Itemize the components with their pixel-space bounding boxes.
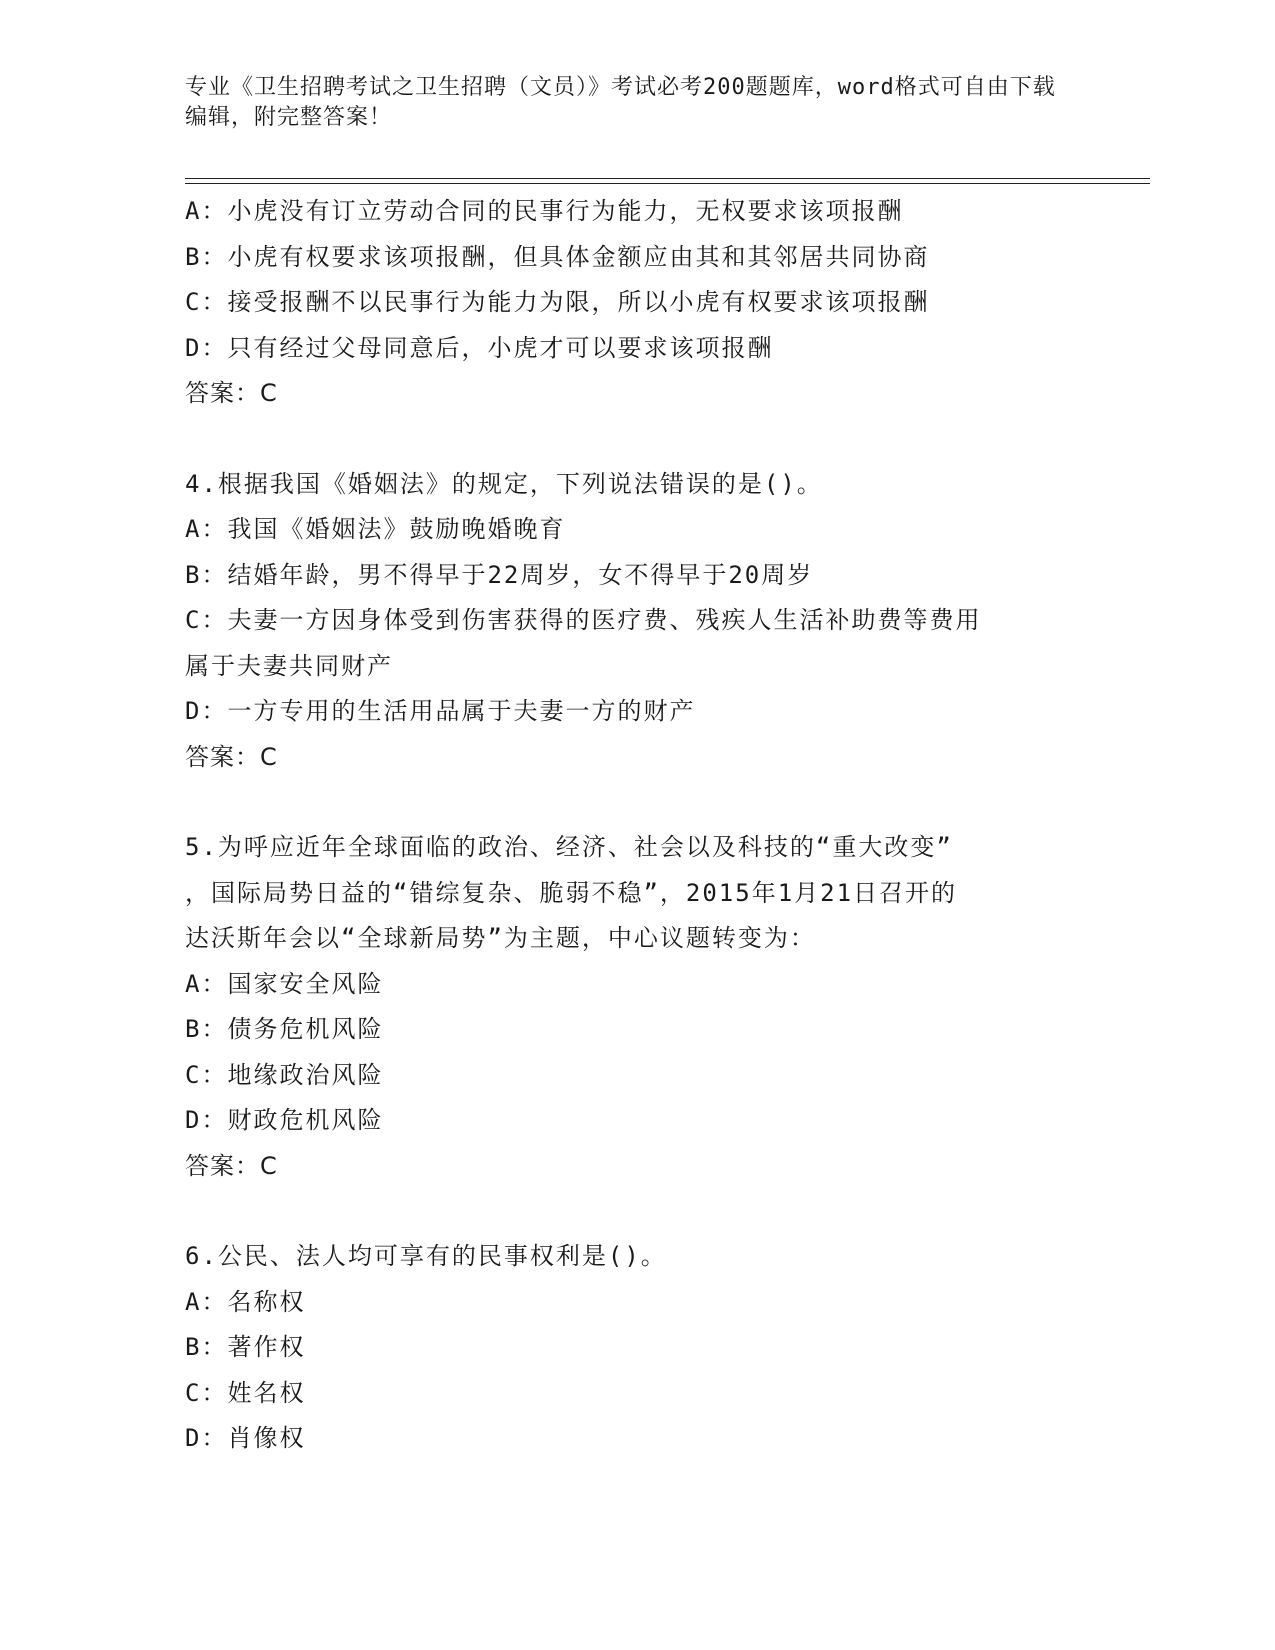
option-c-continued: 属于夫妻共同财产 — [185, 651, 393, 680]
question-text-line-3: 达沃斯年会以“全球新局势”为主题，中心议题转变为： — [185, 924, 816, 952]
question-list — [185, 189, 1085, 1462]
question-3 — [185, 189, 1085, 417]
question-4 — [185, 462, 1085, 781]
option-d: D：一方专用的生活用品属于夫妻一方的财产 — [185, 697, 696, 725]
option-a: A：名称权 — [185, 1287, 306, 1316]
answer: 答案：C — [185, 1151, 278, 1180]
question-text: 4.根据我国《婚姻法》的规定，下列说法错误的是()。 — [185, 469, 823, 498]
option-a: A：国家安全风险 — [185, 969, 384, 998]
option-d: D：只有经过父母同意后，小虎才可以要求该项报酬 — [185, 333, 774, 362]
option-c: C：地缘政治风险 — [185, 1060, 384, 1089]
answer: 答案：C — [185, 379, 278, 407]
header-rule-bottom — [185, 183, 1150, 184]
question-6 — [185, 1234, 1085, 1462]
option-b: B：结婚年龄，男不得早于22周岁，女不得早于20周岁 — [185, 560, 814, 589]
question-5 — [185, 825, 1085, 1189]
question-text: 6.公民、法人均可享有的民事权利是()。 — [185, 1242, 667, 1270]
answer: 答案：C — [185, 742, 278, 771]
option-a: A：我国《婚姻法》鼓励晚婚晚育 — [185, 515, 566, 543]
option-a: A：小虎没有订立劳动合同的民事行为能力，无权要求该项报酬 — [185, 197, 904, 225]
document-header: 专业《卫生招聘考试之卫生招聘（文员）》考试必考200题题库，word格式可自由下载编辑，附完整答案！ — [185, 75, 1056, 130]
option-b: B：著作权 — [185, 1333, 306, 1361]
option-b: B：小虎有权要求该项报酬，但具体金额应由其和其邻居共同协商 — [185, 242, 930, 271]
question-text-line-1: 5.为呼应近年全球面临的政治、经济、社会以及科技的“重大改变” — [185, 833, 953, 861]
question-text-line-2: ，国际局势日益的“错综复杂、脆弱不稳”，2015年1月21日召开的 — [185, 878, 958, 907]
option-d: D：财政危机风险 — [185, 1106, 384, 1134]
option-b: B：债务危机风险 — [185, 1015, 384, 1043]
option-d: D：肖像权 — [185, 1424, 306, 1452]
header-rule-top — [185, 178, 1150, 179]
option-c: C：夫妻一方因身体受到伤害获得的医疗费、残疾人生活补助费等费用 — [185, 606, 982, 634]
option-c: C：接受报酬不以民事行为能力为限，所以小虎有权要求该项报酬 — [185, 288, 930, 316]
option-c: C：姓名权 — [185, 1378, 306, 1407]
